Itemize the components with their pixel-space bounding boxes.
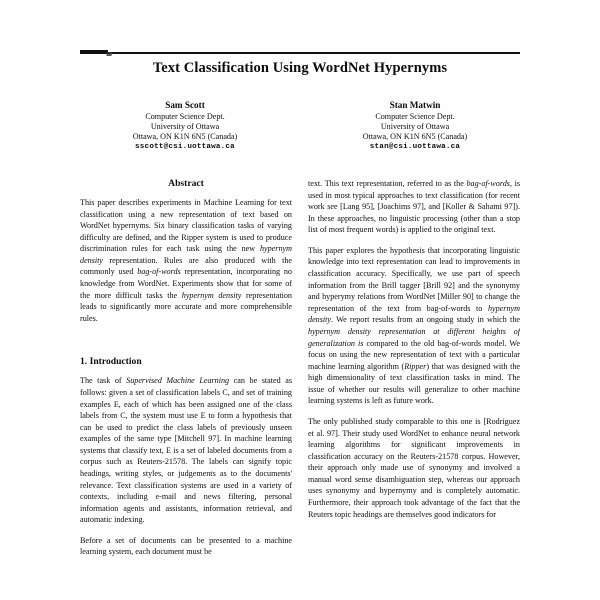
right-italic-ripper: Ripper (404, 361, 427, 371)
author-institution: University of Ottawa (380, 122, 450, 132)
abstract-segment: This paper describes experiments in Machine Learning for text classification using a new representation of text based on WordNet hypernyms. Six binary classification tasks of varying difficulty are defined, and the Ripper system is used to produce discrimination rules for each task using the new (80, 198, 292, 254)
abstract-italic-bag-of-words: bag-of-words (137, 267, 181, 277)
intro-segment: can be stated as follows: given a set of classification labels C, and set of training examples E, each of which has been assigned one of the class labels from C, the system must use E to form a hypothesis that can be used to predict the class labels of previously unseen examples of the same type [Mitchell 97]. In machine learning systems that classify text, E is a set of labeled documents from a corpus such as Reuters-21578. The labels can signify topic headings, writing styles, or judgements as to the documents' relevance. Text classification systems are used in a variety of contexts, including e-mail and news filtering, personal information agents and assistants, information retrieval, and automatic indexing. (80, 376, 292, 525)
right-segment: , is used in most typical approaches to text classification (for recent work see [Lang 95], [Joachims 97], and [Koller & Sahami 97]). In these approaches, no linguistic processing (other than a stop list of most frequent words) is applied to the original text. (308, 179, 520, 235)
author-institution: University of Ottawa (150, 122, 220, 132)
right-paragraph-2 (308, 245, 520, 407)
right-italic-hypernym-density: hypernym density (308, 303, 520, 325)
intro-italic-supervised-machine-learning: Supervised Machine Learning (126, 376, 230, 386)
right-paragraph-3: The only published study comparable to this one is [Rodriguez et al. 97]. Their study used WordNet to enhance neural network learning algorithms for significant improvements in classification accuracy on the Reuters-21578 corpus. However, their approach only made use of synonymy and involved a manual word sense disambiguation step, whereas our approach uses synonymy and hypernymy and is completely automatic. Furthermore, their approach took advantage of the fact that the Reuters topic headings are themselves good indicators for (308, 416, 520, 519)
header-rule-thick-segment (80, 50, 108, 53)
author-email: stan@csi.uottawa.ca (369, 142, 461, 151)
abstract-italic-hypernym-density: hypernym density (80, 244, 292, 265)
author-department: Computer Science Dept. (375, 112, 455, 122)
abstract-segment: representation, incorporating no knowledge from WordNet. Experiments show that for some of the more difficult tasks the (80, 267, 292, 300)
author-entry (80, 100, 290, 152)
introduction-paragraph-1 (80, 375, 292, 526)
author-block (80, 100, 520, 152)
header-rule-line (80, 52, 520, 54)
abstract-italic-hypernym-density-2: hypernym density (181, 290, 242, 300)
right-italic-heights-of-generalization: hypernym density representation at different heights of generalization is (308, 326, 520, 348)
abstract-heading: Abstract (168, 178, 204, 189)
author-address: Ottawa, ON K1N 6N5 (Canada) (362, 131, 468, 141)
introduction-heading: 1. Introduction (80, 356, 142, 368)
intro-segment: The task of (80, 376, 127, 386)
introduction-paragraph-2: Before a set of documents can be presented to a machine learning system, each document must be (80, 535, 292, 557)
right-italic-bag-of-words: bag-of-words (466, 179, 510, 188)
author-name: Stan Matwin (389, 100, 441, 110)
author-address: Ottawa, ON K1N 6N5 (Canada) (132, 131, 238, 141)
left-column (80, 178, 292, 598)
body-columns (80, 178, 520, 598)
author-entry (310, 100, 520, 152)
right-paragraph-continued (308, 178, 520, 236)
author-department: Computer Science Dept. (145, 112, 225, 122)
abstract-text (80, 197, 292, 324)
author-name: Sam Scott (165, 100, 205, 110)
right-segment: text. This text representation, referred to as the (308, 179, 467, 188)
right-segment: This paper explores the hypothesis that incorporating linguistic knowledge into text representation can lead to improvements in classification accuracy. Specifically, we use part of speech information from the Brill tagger [Brill 92] and the synonymy and hyperymy relations from WordNet [Miller 90] to change the representation of the text from bag-of-words to (308, 245, 520, 313)
right-column (308, 178, 520, 598)
abstract-segment: representation. Rules are also produced with the commonly used (80, 255, 292, 277)
author-email: sscott@csi.uottawa.ca (135, 142, 235, 151)
right-segment: . We report results from an ongoing study in which the (331, 315, 520, 325)
section-spacer (80, 333, 292, 344)
right-segment: compared to the old bag-of-words model. We focus on using the new representation of text with a particular machine learning algorithm ( (308, 338, 520, 371)
abstract-segment: representation leads to significantly more accurate and more comprehensible rules. (80, 290, 292, 323)
page-title: Text Classification Using WordNet Hypernyms (152, 60, 448, 76)
header-rule (80, 50, 520, 56)
right-segment: ) that was designed with the high dimensionality of text classification tasks in mind. The issue of whether our results will generalize to other machine learning systems is left as future work. (308, 361, 520, 406)
header-rule-tick-mark (106, 52, 112, 56)
